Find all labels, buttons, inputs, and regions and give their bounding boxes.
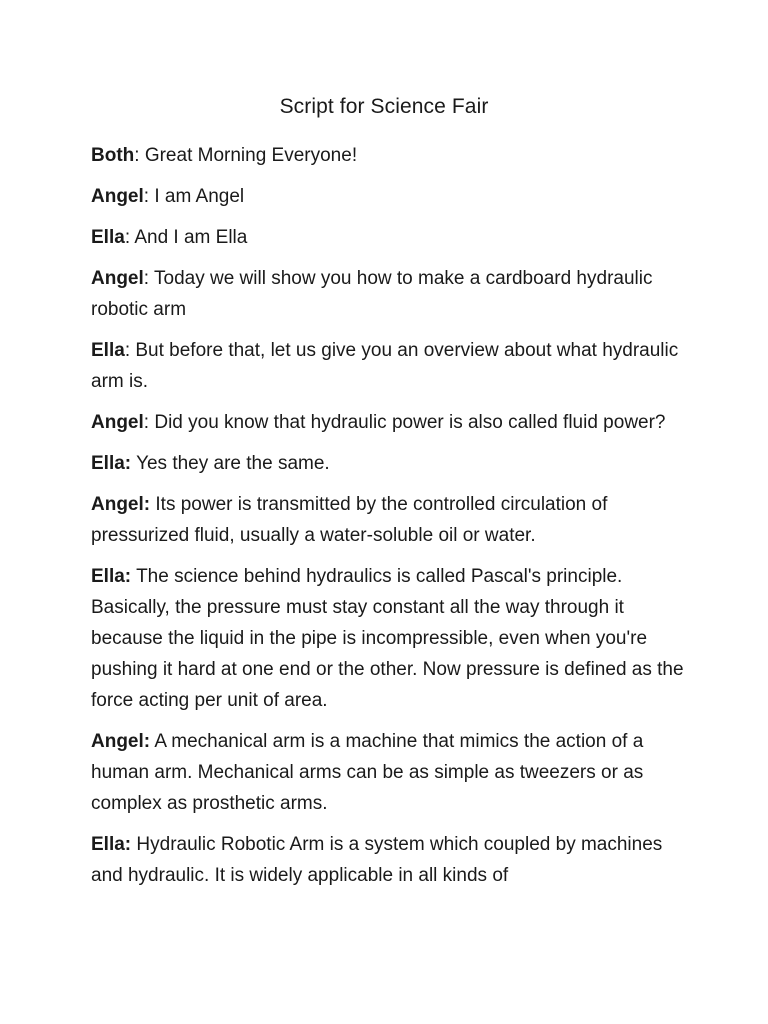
dialogue-text: Yes they are the same. — [136, 453, 330, 474]
separator: : — [134, 145, 145, 166]
separator: : — [143, 268, 154, 289]
dialogue-line — [91, 222, 691, 253]
dialogue-line — [91, 829, 691, 891]
dialogue-text: Its power is transmitted by the controlled circulation of pressurized fluid, usually a water-soluble oil or water. — [91, 494, 608, 546]
speaker-name: Ella — [91, 227, 125, 248]
dialogue-text: Great Morning Everyone! — [144, 145, 358, 166]
page-title: Script for Science Fair — [279, 95, 489, 118]
dialogue-text: Did you know that hydraulic power is also called fluid power? — [154, 412, 666, 433]
dialogue-line — [91, 181, 691, 212]
separator: : — [143, 186, 155, 207]
dialogue-line — [91, 407, 691, 438]
dialogue-text: Today we will show you how to make a cardboard hydraulic robotic arm — [91, 268, 653, 320]
speaker-name: Angel: — [91, 494, 151, 515]
dialogue-text: And I am Ella — [134, 227, 248, 248]
dialogue-text: I am Angel — [154, 186, 245, 207]
speaker-name: Angel — [91, 412, 144, 433]
separator: : — [124, 227, 135, 248]
dialogue-text: But before that, let us give you an overview about what hydraulic arm is. — [91, 340, 679, 392]
dialogue-text: A mechanical arm is a machine that mimics the action of a human arm. Mechanical arms can be as simple as tweezers or as complex as prosthetic arms. — [91, 731, 644, 814]
dialogue-line — [91, 263, 691, 325]
dialogue-line — [91, 726, 691, 819]
dialogue-text: Hydraulic Robotic Arm is a system which coupled by machines and hydraulic. It is widely applicable in all kinds of — [91, 834, 663, 886]
speaker-name: Ella: — [91, 834, 132, 855]
speaker-name: Ella: — [91, 453, 132, 474]
dialogue-line — [91, 489, 691, 551]
speaker-name: Angel: — [91, 731, 151, 752]
dialogue-line — [91, 140, 691, 171]
speaker-name: Angel — [91, 268, 144, 289]
script-body — [91, 140, 691, 901]
speaker-name: Both — [91, 145, 135, 166]
dialogue-text: The science behind hydraulics is called Pascal's principle. Basically, the pressure must stay constant all the way through it because the liquid in the pipe is incompressible, even when you're pushing it hard at one end or the other. Now pressure is defined as the force acting per unit of area. — [91, 566, 684, 711]
dialogue-line — [91, 448, 691, 479]
dialogue-line — [91, 335, 691, 397]
speaker-name: Ella: — [91, 566, 132, 587]
dialogue-line — [91, 561, 691, 716]
speaker-name: Ella — [91, 340, 125, 361]
separator: : — [143, 412, 155, 433]
separator: : — [124, 340, 136, 361]
speaker-name: Angel — [91, 186, 144, 207]
